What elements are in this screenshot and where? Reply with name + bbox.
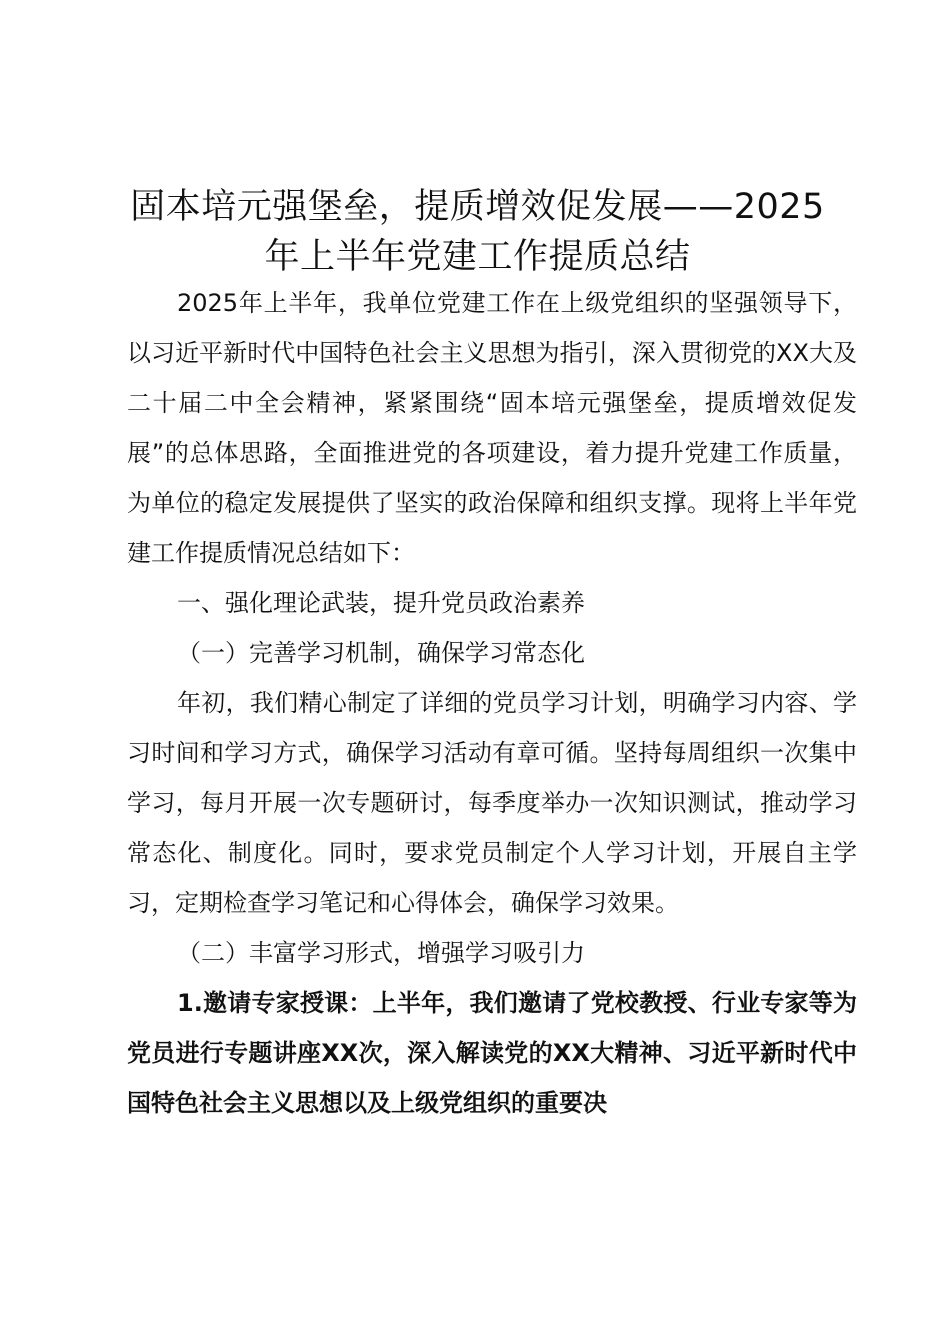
subsection-paragraph-1: 年初，我们精心制定了详细的党员学习计划，明确学习内容、学习时间和学习方式，确保学习活动有章可循。坚持每周组织一次集中学习，每月开展一次专题研讨，每季度举办一次知识测试，推动学习常态化、制度化。同时，要求党员制定个人学习计划，开展自主学习，定期检查学习笔记和心得体会，确保学习效果。	[127, 689, 857, 917]
document-title: 固本培元强堡垒，提质增效促发展——2025年上半年党建工作提质总结	[130, 187, 825, 277]
document-body	[127, 278, 857, 1128]
section-heading-1: 一、强化理论武装，提升党员政治素养	[177, 589, 585, 617]
intro-paragraph: 2025年上半年，我单位党建工作在上级党组织的坚强领导下，以习近平新时代中国特色社会主义思想为指引，深入贯彻党的XX大及二十届二中全会精神，紧紧围绕“固本培元强堡垒，提质增效促发展”的总体思路，全面推进党的各项建设，着力提升党建工作质量，为单位的稳定发展提供了坚实的政治保障和组织支撑。现将上半年党建工作提质情况总结如下：	[127, 289, 857, 567]
subsection-heading-1: （一）完善学习机制，确保学习常态化	[177, 639, 585, 667]
list-item-1: 1.邀请专家授课：上半年，我们邀请了党校教授、行业专家等为党员进行专题讲座XX次，深入解读党的XX大精神、习近平新时代中国特色社会主义思想以及上级党组织的重要决	[127, 989, 857, 1117]
subsection-heading-2: （二）丰富学习形式，增强学习吸引力	[177, 939, 585, 967]
